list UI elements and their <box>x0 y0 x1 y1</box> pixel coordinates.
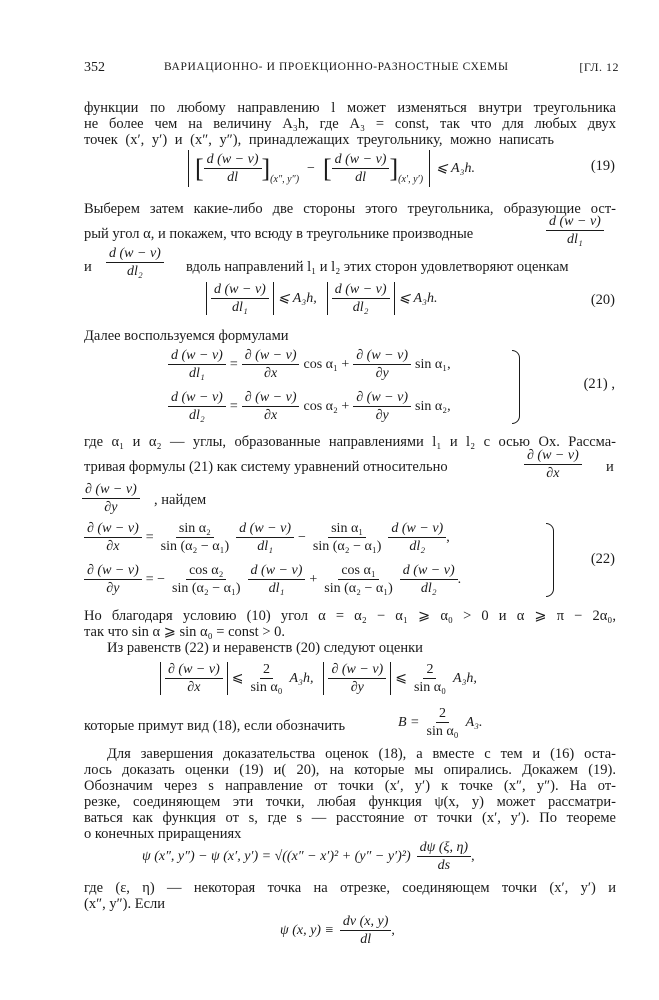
text-line: так что sin α ⩾ sin α₀ = const > 0. <box>84 624 286 640</box>
fraction-denominator: ∂y <box>104 500 118 515</box>
fraction-denominator: ds <box>437 858 451 873</box>
fraction-denominator: dl₁ <box>257 539 273 554</box>
fraction-numerator: sin α₁ <box>328 521 366 538</box>
fraction-numerator: d (w − v) <box>332 282 390 299</box>
text-line: Обозначим через s направление от точки (x′, y′) к точке (x″, y″). На от- <box>84 778 616 794</box>
text-line: (x″, y″). Если <box>84 896 166 912</box>
fraction-denominator: dl₂ <box>409 539 426 554</box>
fraction-denominator: ∂x <box>264 408 278 423</box>
text-word: и <box>84 259 92 275</box>
equation-term: A₃h, <box>289 670 314 686</box>
text-line: вдоль направлений l₁ и l₂ этих сторон удовлетворяют оценкам <box>186 259 569 275</box>
fraction-numerator: 2 <box>423 662 436 679</box>
fraction-numerator: cos α₂ <box>186 563 226 580</box>
text-line: Выберем затем какие-либо две стороны этого треугольника, образующие ост- <box>84 201 616 217</box>
text-line: Но благодаря условию (10) угол α = α₂ − α₁ ⩾ α₀ > 0 и α ⩾ π − 2α₀, <box>84 608 616 624</box>
text-line: где (ε, η) — некоторая точка на отрезке, соединяющем точки (x′, y′) и <box>84 880 616 896</box>
fraction-denominator: sin α₀ <box>413 680 447 695</box>
fraction-denominator: ∂x <box>187 680 201 695</box>
inline-fraction <box>82 482 140 515</box>
fraction-numerator: d (w − v) <box>388 521 446 538</box>
fraction-denominator: dl <box>227 170 239 185</box>
fraction-denominator: dl₁ <box>268 581 285 596</box>
fraction-numerator: ∂ (w − v) <box>165 662 223 679</box>
equation-22-row-1: $\frac{\partial (w - v)}{\partial x}$ = $\frac{\text{sin α₂}}{\text{sin (α₂ − α₁)}}$ $\frac{d (w - v)}{\text{dl₁}}$ − $\frac{\text{sin α₁}}{\text{sin (α₂ − α₁)}}$ $\frac{d (w - v)}{\text{dl₂}}$ , <box>84 521 450 554</box>
fraction-numerator: ∂ (w − v) <box>82 482 140 499</box>
right-brace <box>546 523 554 597</box>
fraction-numerator: d (w − v) <box>204 152 262 169</box>
inline-fraction <box>106 246 164 279</box>
fraction-numerator: ∂ (w − v) <box>242 390 300 407</box>
fraction-denominator: sin (α₂ − α₁) <box>160 539 230 554</box>
text-line: Из равенств (22) и неравенств (20) следуют оценки <box>107 640 423 656</box>
fraction-denominator: ∂y <box>375 366 389 381</box>
fraction-denominator: sin (α₂ − α₁) <box>172 581 241 596</box>
fraction-denominator: dl₁ <box>232 300 248 315</box>
fraction-denominator: dl₁ <box>567 232 583 247</box>
text-line: резке, соединяющем эти точки, любая функция ψ(x, y) может рассматри- <box>84 794 616 810</box>
fraction-numerator: sin α₂ <box>176 521 214 538</box>
fraction-denominator: ∂x <box>106 539 120 554</box>
equation-rhs: ⩽ A₃h. <box>398 291 438 306</box>
equation-psi-definition <box>280 914 395 947</box>
equation-lhs: ψ (x″, y″) − ψ (x′, y′) = √((x″ − x′)² + (y″ − y′)²) <box>142 848 411 864</box>
fraction-numerator: ∂ (w − v) <box>84 521 142 538</box>
fraction-numerator: dψ (ξ, η) <box>417 840 471 857</box>
fraction-denominator: ∂y <box>106 581 120 596</box>
equation-number: (21) , <box>583 376 615 392</box>
fraction-numerator: ∂ (w − v) <box>353 348 411 365</box>
fraction-numerator: d (w − v) <box>236 521 294 538</box>
equation-20 <box>206 282 441 315</box>
fraction-denominator: dl₂ <box>127 264 143 279</box>
equation-rhs: ⩽ A₃h. <box>436 161 475 176</box>
fraction-numerator: ∂ (w − v) <box>242 348 300 365</box>
text-line: не более чем на величину A₃h, где A₃ = const, так что для любых двух <box>84 116 616 132</box>
subscript: (x′, y′) <box>398 174 424 185</box>
fraction-denominator: ∂y <box>375 408 389 423</box>
text-line: функции по любому направлению l может изменяться внутри треугольника <box>84 100 616 116</box>
equation-lhs: B = <box>398 714 420 730</box>
fraction-numerator: ∂ (w − v) <box>328 662 386 679</box>
fraction-numerator: d (w − v) <box>168 348 226 365</box>
text-line: Далее воспользуемся формулами <box>84 328 289 344</box>
text-word: и <box>606 459 614 475</box>
fraction-numerator: d (w − v) <box>211 282 269 299</box>
equation-rhs: ⩽ A₃h, <box>277 291 317 306</box>
fraction-numerator: ∂ (w − v) <box>524 448 582 465</box>
equation-estimates: $\frac{\partial (w - v)}{\partial x}$ ⩽ $\frac{2}{\text{sin α₀}}$ A₃h, $\frac{\partial (w - v)}{\partial y}$ ⩽ $\frac{2}{\text{sin α₀}}$ A₃h, <box>160 662 481 695</box>
punctuation: , <box>446 529 450 545</box>
fraction-numerator: d (w − v) <box>168 390 226 407</box>
fraction-denominator: dl₂ <box>420 581 437 596</box>
fraction-denominator: dl <box>360 932 372 947</box>
equation-21-row-1: $\frac{d (w - v)}{\text{dl₁}}$ = $\frac{\partial (w - v)}{\partial x}$ cos α₁ + $\frac{\partial (w - v)}{\partial y}$ sin α₁, <box>168 348 455 381</box>
fraction-numerator: ∂ (w − v) <box>353 390 411 407</box>
fraction-numerator: dv (x, y) <box>340 914 391 931</box>
inline-fraction <box>524 448 582 481</box>
running-title: ВАРИАЦИОННО- И ПРОЕКЦИОННО-РАЗНОСТНЫЕ СХЕМЫ <box>164 61 509 73</box>
equation-term: sin α₁, <box>415 356 451 372</box>
fraction-numerator: d (w − v) <box>546 214 604 231</box>
inline-definition <box>398 706 482 739</box>
text-line: , найдем <box>154 492 207 508</box>
fraction-denominator: dl₂ <box>352 300 369 315</box>
punctuation: , <box>391 922 395 938</box>
equation-term: A₃h, <box>453 670 477 686</box>
text-line: которые примут вид (18), если обозначить <box>84 718 346 734</box>
subscript: (x″, y″) <box>270 174 300 185</box>
text-line: точек (x′, y′) и (x″, y″), принадлежащих треугольнику, можно написать <box>84 132 554 148</box>
text-line: тривая формулы (21) как систему уравнений относительно <box>84 459 448 475</box>
fraction-denominator: sin α₀ <box>250 680 283 695</box>
fraction-denominator: ∂x <box>546 466 560 481</box>
text-line: где α₁ и α₂ — углы, образованные направлениями l₁ и l₂ с осью Ox. Рассма- <box>84 434 616 450</box>
fraction-denominator: sin α₀ <box>426 724 459 739</box>
fraction-numerator: ∂ (w − v) <box>84 563 142 580</box>
fraction-denominator: dl₂ <box>189 408 205 423</box>
text-line: Для завершения доказательства оценок (18), а вместе с тем и (16) оста- <box>107 746 616 762</box>
equation-22-row-2: $\frac{\partial (w - v)}{\partial y}$ = − $\frac{\text{cos α₂}}{\text{sin (α₂ − α₁)}}$ $\frac{d (w - v)}{\text{dl₁}}$ + $\frac{\text{cos α₁}}{\text{sin (α₂ − α₁)}}$ $\frac{d (w - v)}{\text{dl₂}}$ . <box>84 563 461 596</box>
fraction-denominator: ∂x <box>264 366 278 381</box>
equation-19: [ $\frac{d (w - v)}{dl}$ ] (x″, y″) − [ $\frac{d (w - v)}{dl}$ ] (x′, y′) ⩽ A₃h. <box>188 150 479 187</box>
equation-term: sin α₂, <box>415 398 451 414</box>
fraction-denominator: sin (α₂ − α₁) <box>312 539 382 554</box>
operator: + <box>309 571 318 587</box>
fraction-numerator: d (w − v) <box>106 246 164 263</box>
fraction-denominator: sin (α₂ − α₁) <box>324 581 393 596</box>
operator: − <box>297 529 306 545</box>
fraction-denominator: dl <box>355 170 366 185</box>
text-line: рый угол α, и покажем, что всюду в треугольнике производные <box>84 226 474 242</box>
equation-finite-increments <box>142 840 475 873</box>
running-header <box>84 60 619 82</box>
fraction-numerator: 2 <box>260 662 273 679</box>
equation-number: (22) <box>590 551 615 567</box>
fraction-numerator: 2 <box>436 706 449 723</box>
fraction-numerator: d (w − v) <box>248 563 306 580</box>
text-line: лось доказать оценки (19) и( 20), на которые мы опирались. Докажем (19). <box>84 762 616 778</box>
punctuation: . <box>457 571 462 587</box>
fraction-denominator: dl₁ <box>189 366 205 381</box>
page-number: 352 <box>84 60 105 75</box>
punctuation: , <box>471 848 475 864</box>
fraction-numerator: cos α₁ <box>338 563 378 580</box>
equation-term: cos α₁ + <box>303 356 350 372</box>
chapter-label: [ГЛ. 12 <box>579 60 619 74</box>
equation-term: cos α₂ + <box>303 398 350 414</box>
right-brace <box>512 350 520 424</box>
equation-21-row-2: $\frac{d (w - v)}{\text{dl₂}}$ = $\frac{\partial (w - v)}{\partial x}$ cos α₂ + $\frac{\partial (w - v)}{\partial y}$ sin α₂, <box>168 390 455 423</box>
equation-lhs: ψ (x, y) ≡ <box>280 922 334 938</box>
equation-number: (19) <box>590 158 615 174</box>
fraction-denominator: ∂y <box>350 680 364 695</box>
text-line: о конечных приращениях <box>84 826 242 842</box>
text-line: ваться как функция от s, где s — расстояние от точки (x′, y′). По теореме <box>84 810 616 826</box>
fraction-numerator: d (w − v) <box>332 152 390 169</box>
inline-fraction <box>546 214 604 247</box>
equation-number: (20) <box>590 292 615 308</box>
equation-rhs: A₃. <box>465 714 483 730</box>
fraction-numerator: d (w − v) <box>400 563 458 580</box>
